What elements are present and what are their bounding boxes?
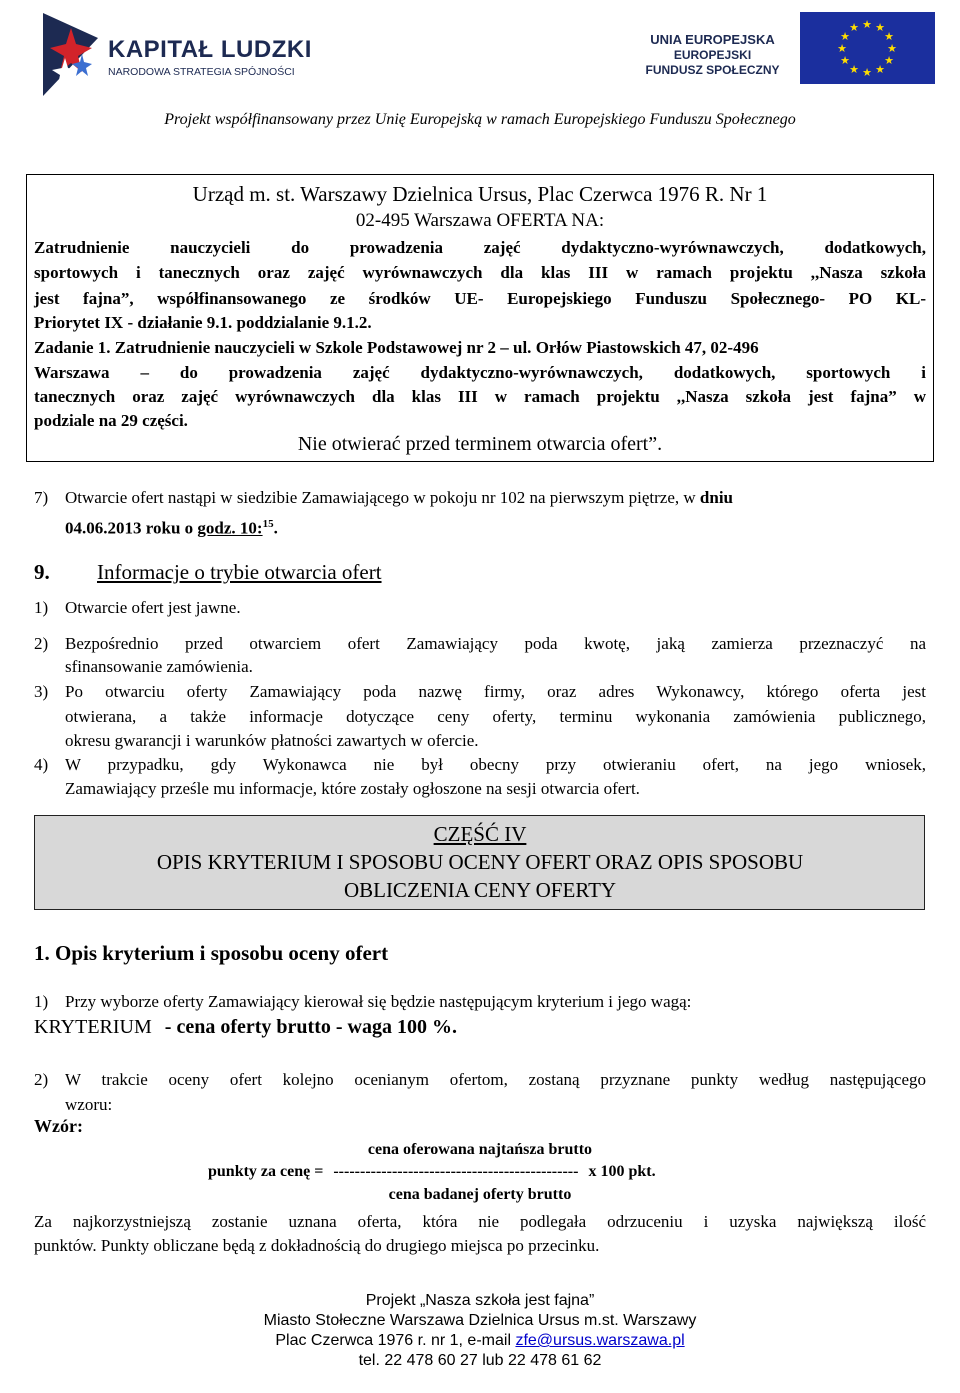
offer-for-line: 02-495 Warszawa OFERTA NA: (355, 210, 605, 231)
offer-desc-line-3: jest fajna”, współfinansowanego ze środków UE- Europejskiego Funduszu Społecznego- PO KL- (34, 289, 926, 308)
section9-number: 9. (34, 560, 50, 584)
svg-text:★: ★ (849, 21, 859, 34)
offer-desc-line-1: Zatrudnienie nauczycieli do prowadzenia zajęć dydaktyczno-wyrównawczych, dodatkowych, (34, 238, 926, 257)
part4-line2: OBLICZENIA CENY OFERTY (343, 878, 617, 902)
formula-dashes: ---------------------------------------------- (333, 1163, 579, 1180)
s9-item2-line1: Bezpośrednio przed otwarciem ofert Zamawiający poda kwotę, jaką zamierza przeznaczyć na (65, 634, 926, 653)
eu-stars-icon (800, 12, 935, 84)
svg-text:★: ★ (862, 18, 872, 31)
criteria-item2-line2: wzoru: (65, 1095, 113, 1114)
formula-right: x 100 pkt. (588, 1163, 656, 1180)
section7-date-sup: 15 (262, 518, 274, 530)
ue-line3: FUNDUSZ SPOŁECZNY (645, 63, 780, 77)
closing-line2: punktów. Punkty obliczane będą z dokładnością do drugiego miejsca po przecinku. (34, 1236, 600, 1255)
zadanie-line-3: tanecznych oraz zajęć wyrównawczych dla klas III w ramach projektu ,,Nasza szkoła jest fajna” w (34, 387, 926, 406)
svg-text:★: ★ (875, 63, 885, 76)
criteria-item1-num: 1) (34, 992, 49, 1011)
kapital-ludzki-title: KAPITAŁ LUDZKI (108, 36, 312, 63)
section7-line-1 (65, 487, 925, 509)
footer-address (0, 1332, 960, 1350)
part4-title: CZĘŚĆ IV (433, 822, 527, 846)
s9-item2-line2: sfinansowanie zamówienia. (65, 657, 253, 676)
s9-item3-line1: Po otwarciu oferty Zamawiający poda nazwę firmy, oraz adres Wykonawcy, którego oferta jest (65, 682, 926, 701)
kapital-ludzki-logo (38, 8, 312, 100)
ue-line2: EUROPEJSKI (673, 48, 752, 62)
criteria-item2-num: 2) (34, 1070, 49, 1089)
kryterium-label: KRYTERIUM (34, 1016, 152, 1038)
s9-item3-line2: otwierana, a także informacje dotyczące ceny oferty, terminu wykonania zamówienia publicznego, (65, 707, 926, 726)
section7-date-dot: . (273, 518, 278, 538)
part4-line1: OPIS KRYTERIUM I SPOSOBU OCENY OFERT ORAZ OPIS SPOSOBU (156, 850, 804, 874)
office-address-line: Urząd m. st. Warszawy Dzielnica Ursus, Plac Czerwca 1976 R. Nr 1 (192, 182, 768, 206)
kryterium-value: - cena oferty brutto - waga 100 %. (164, 1016, 457, 1038)
svg-text:★: ★ (840, 54, 850, 67)
s9-item3-line3: okresu gwarancji i warunków płatności zawartych w ofercie. (65, 731, 479, 750)
ue-efs-logo (630, 12, 935, 84)
offer-desc-line-4: Priorytet IX - działanie 9.1. poddzialanie 9.1.2. (34, 313, 372, 332)
s9-item4-line2: Zamawiający prześle mu informacje, które zostały ogłoszone na sesji otwarcia ofert. (65, 779, 640, 798)
ue-line1: UNIA EUROPEJSKA (650, 32, 775, 47)
closing-line1: Za najkorzystniejszą zostanie uznana oferta, która nie podlegała odrzuceniu i uzyska największą ilość (34, 1212, 926, 1231)
section7-text: Otwarcie ofert nastąpi w siedzibie Zamawiającego w pokoju nr 102 na pierwszym piętrze, w (65, 488, 696, 507)
svg-text:★: ★ (837, 42, 847, 55)
section7-date-prefix: 04.06.2013 roku o (65, 518, 194, 538)
s9-item1-text: Otwarcie ofert jest jawne. (65, 598, 241, 617)
criteria-item1-text: Przy wyborze oferty Zamawiający kierował się będzie następującym kryterium i jego wagą: (65, 992, 692, 1011)
zadanie-line-4: podziale na 29 części. (34, 411, 188, 430)
eu-flag-icon (800, 12, 935, 84)
offer-desc-line-2: sportowych i tanecznych oraz zajęć wyrównawczych dla klas III w ramach projektu ,,Nasza szkoła (34, 263, 926, 282)
svg-text:★: ★ (884, 54, 894, 67)
kryterium-line (34, 1016, 457, 1039)
zadanie-line-1-bold: Zadanie 1. Zatrudnienie nauczycieli w Szkole Podstawowej nr 2 – ul. (34, 338, 532, 357)
section7-date-godz: godz. 10: (197, 518, 263, 538)
footer-phone: tel. 22 478 60 27 lub 22 478 61 62 (358, 1352, 602, 1369)
formula-left: punkty za cenę = (208, 1163, 324, 1180)
svg-text:★: ★ (884, 30, 894, 43)
kapital-ludzki-star-icon (38, 8, 106, 98)
section7-number: 7) (34, 488, 49, 507)
zadanie-line-1 (34, 337, 926, 359)
zadanie-line-1-tail: Orłów Piastowskich 47, 02-496 (535, 338, 759, 357)
footer-city: Miasto Stołeczne Warszawa Dzielnica Ursus m.st. Warszawy (263, 1312, 697, 1329)
section7-dniu: dniu (699, 488, 734, 507)
footer-address-text: Plac Czerwca 1976 r. nr 1, e-mail (275, 1332, 511, 1349)
criteria-heading: 1. Opis kryterium i sposobu oceny ofert (34, 941, 389, 965)
footer-email-link[interactable]: zfe@ursus.warszawa.pl (515, 1332, 685, 1349)
cofinance-header: Projekt współfinansowany przez Unię Europejską w ramach Europejskiego Funduszu Społecznego (164, 111, 796, 128)
do-not-open-notice: Nie otwierać przed terminem otwarcia ofert”. (297, 433, 663, 455)
zadanie-line-2: Warszawa – do prowadzenia zajęć dydaktyczno-wyrównawczych, dodatkowych, sportowych i (34, 363, 926, 382)
footer-project: Projekt „Nasza szkoła jest fajna” (365, 1292, 595, 1309)
formula-denominator: cena badanej oferty brutto (388, 1186, 572, 1203)
formula-line (208, 1163, 656, 1181)
s9-item2-num: 2) (34, 634, 49, 653)
svg-text:★: ★ (849, 63, 859, 76)
wzor-label: Wzór: (34, 1116, 83, 1136)
svg-text:★: ★ (862, 66, 872, 79)
formula-numerator: cena oferowana najtańsza brutto (367, 1141, 593, 1158)
s9-item1-num: 1) (34, 598, 49, 617)
svg-text:★: ★ (840, 30, 850, 43)
s9-item4-line1: W przypadku, gdy Wykonawca nie był obecny przy otwieraniu ofert, na jego wniosek, (65, 755, 926, 774)
s9-item4-num: 4) (34, 755, 49, 774)
s9-item3-num: 3) (34, 682, 49, 701)
section7-date (65, 513, 278, 540)
kapital-ludzki-subtitle: NARODOWA STRATEGIA SPÓJNOŚCI (108, 66, 295, 78)
section9-heading: Informacje o trybie otwarcia ofert (97, 560, 382, 584)
svg-text:★: ★ (875, 21, 885, 34)
svg-text:★: ★ (887, 42, 897, 55)
criteria-item2-line1: W trakcie oceny ofert kolejno ocenianym ofertom, zostaną przyznane punkty według następującego (65, 1070, 926, 1089)
